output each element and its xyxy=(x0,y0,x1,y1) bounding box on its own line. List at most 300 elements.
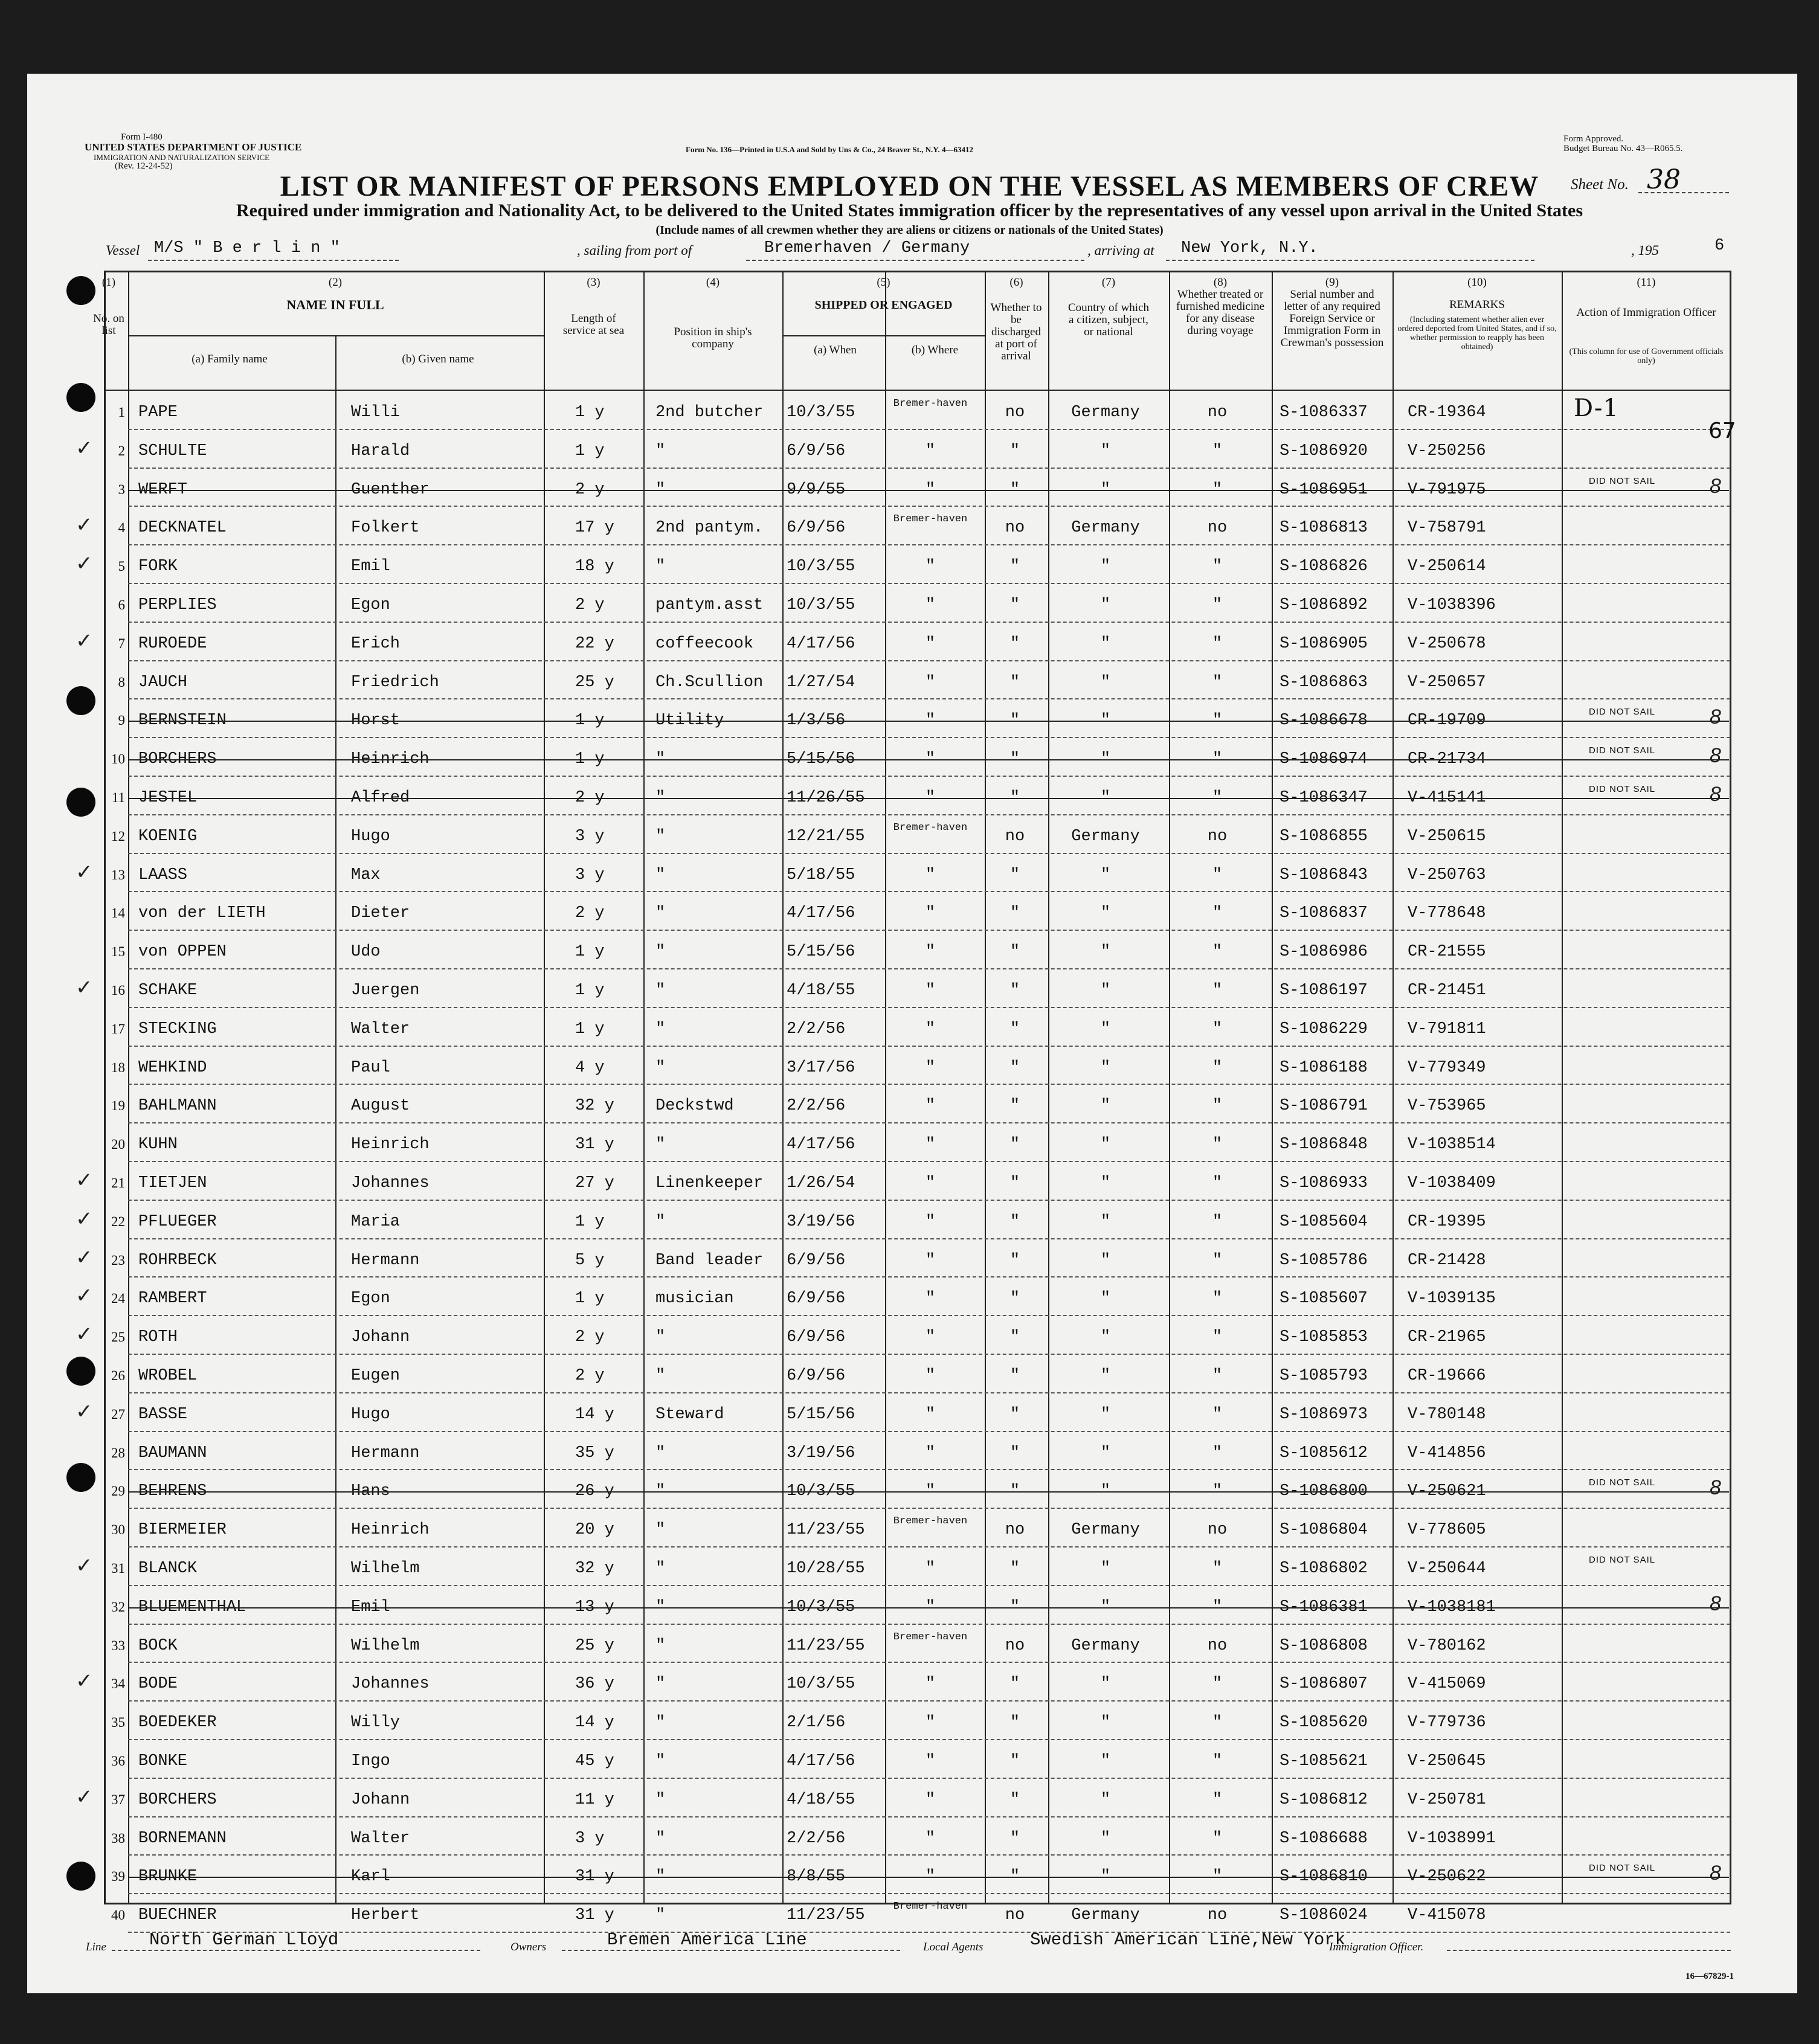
remark-number: V-250657 xyxy=(1408,673,1486,692)
citizenship: " xyxy=(1100,1714,1111,1732)
tally-mark: 8 xyxy=(1710,474,1721,498)
ship-position: " xyxy=(655,1058,666,1077)
citizenship: " xyxy=(1100,1020,1111,1038)
citizenship: " xyxy=(1100,789,1111,807)
shipped-place: " xyxy=(925,982,936,1000)
col5-number: (5) xyxy=(877,276,890,289)
port-from: Bremerhaven / Germany xyxy=(764,239,970,257)
serial-number: S-1086381 xyxy=(1280,1598,1368,1616)
shipped-date: 10/3/55 xyxy=(787,1598,855,1616)
row-separator xyxy=(128,776,1730,777)
citizenship: " xyxy=(1100,866,1111,884)
row-number: 7 xyxy=(118,635,125,651)
shipped-place: " xyxy=(925,1405,936,1424)
family-name: WERFT xyxy=(138,480,188,499)
given-name: Johann xyxy=(351,1790,410,1809)
medical-status: " xyxy=(1212,1174,1223,1192)
col9-number: (9) xyxy=(1325,276,1339,289)
column-divider xyxy=(1392,271,1394,1904)
citizenship: " xyxy=(1100,1444,1111,1462)
column-divider xyxy=(782,271,784,1904)
name-subdivider xyxy=(335,335,336,1904)
row-number: 33 xyxy=(111,1637,125,1653)
citizenship: " xyxy=(1100,1482,1111,1501)
shipped-place: " xyxy=(925,558,936,576)
citizenship: " xyxy=(1100,712,1111,730)
medical-status: no xyxy=(1207,827,1228,846)
col3-number: (3) xyxy=(587,276,600,289)
serial-number: S-1086863 xyxy=(1280,673,1368,692)
column-divider xyxy=(544,271,545,1904)
discharge-status: no xyxy=(1005,1906,1025,1925)
row-number: 35 xyxy=(111,1715,125,1731)
shipped-date: 10/3/55 xyxy=(787,1482,855,1501)
discharge-status: " xyxy=(1009,1367,1020,1385)
shipped-place: " xyxy=(925,1290,936,1308)
tally-mark: 8 xyxy=(1710,744,1721,768)
sheet-label: Sheet No. xyxy=(1571,176,1629,193)
service-length: 3 y xyxy=(575,827,605,846)
shipped-place: " xyxy=(925,1212,936,1231)
shipped-date: 6/9/56 xyxy=(787,1367,846,1385)
ship-position: Steward xyxy=(655,1405,724,1424)
row-number: 26 xyxy=(111,1368,125,1383)
medical-status: " xyxy=(1212,1251,1223,1270)
row-separator xyxy=(128,1508,1730,1509)
action-note: D-1 xyxy=(1574,394,1619,422)
ship-position: pantym.asst xyxy=(655,596,764,614)
remark-number: V-778648 xyxy=(1408,904,1486,923)
col6-header: Whether to be discharged at port of arrival xyxy=(990,301,1042,362)
check-mark: ✓ xyxy=(76,1323,93,1346)
discharge-status: " xyxy=(1009,1251,1020,1270)
given-name: Juergen xyxy=(351,982,420,1000)
row-number: 25 xyxy=(111,1329,125,1345)
ship-position: " xyxy=(655,1868,666,1886)
service-length: 22 y xyxy=(575,634,614,653)
remark-number: V-250614 xyxy=(1408,558,1486,576)
shipped-date: 2/2/56 xyxy=(787,1097,846,1116)
row-number: 14 xyxy=(111,905,125,921)
serial-number: S-1085786 xyxy=(1280,1251,1368,1270)
row-separator xyxy=(128,622,1730,623)
remark-number: CR-19709 xyxy=(1408,712,1486,730)
row-separator xyxy=(128,1662,1730,1663)
row-separator xyxy=(128,583,1730,584)
medical-status: " xyxy=(1212,1328,1223,1347)
row-number: 15 xyxy=(111,944,125,960)
given-name: Horst xyxy=(351,712,401,730)
row-number: 31 xyxy=(111,1561,125,1576)
serial-number: S-1086678 xyxy=(1280,712,1368,730)
service-length: 32 y xyxy=(575,1097,614,1116)
agents-label: Local Agents xyxy=(923,1941,984,1953)
given-name: Walter xyxy=(351,1020,410,1038)
remark-number: CR-21428 xyxy=(1408,1251,1486,1270)
given-name: Herbert xyxy=(351,1906,420,1925)
row-number: 36 xyxy=(111,1753,125,1769)
serial-number: S-1086810 xyxy=(1280,1868,1368,1886)
shipped-date: 12/21/55 xyxy=(787,827,865,846)
service-length: 31 y xyxy=(575,1868,614,1886)
row-number: 34 xyxy=(111,1676,125,1692)
citizenship: " xyxy=(1100,1829,1111,1848)
given-name: Dieter xyxy=(351,904,410,923)
form-approved: Form Approved. xyxy=(1563,134,1624,144)
citizenship: " xyxy=(1100,1136,1111,1154)
check-mark: ✓ xyxy=(76,1785,93,1808)
discharge-status: " xyxy=(1009,1290,1020,1308)
row-number: 13 xyxy=(111,867,125,882)
row-separator xyxy=(128,1816,1730,1817)
col4-number: (4) xyxy=(706,276,720,289)
shipped-date: 5/15/56 xyxy=(787,943,855,962)
col1-header: No. on list xyxy=(93,312,124,337)
check-mark: ✓ xyxy=(76,552,93,576)
col5b-header: (b) Where xyxy=(911,344,959,356)
citizenship: " xyxy=(1100,1328,1111,1347)
sheet-number: 38 xyxy=(1647,164,1681,195)
family-name: ROHRBECK xyxy=(138,1251,217,1270)
ship-position: " xyxy=(655,1482,666,1501)
shipped-date: 10/3/55 xyxy=(787,403,855,422)
row-number: 11 xyxy=(111,790,125,805)
side-note: 67 xyxy=(1708,419,1736,443)
service-length: 20 y xyxy=(575,1521,614,1540)
tally-mark: 8 xyxy=(1710,783,1721,806)
col5a-header: (a) When xyxy=(814,344,857,356)
discharge-status: " xyxy=(1009,634,1020,653)
shipped-date: 4/17/56 xyxy=(787,1136,855,1154)
remark-number: V-753965 xyxy=(1408,1097,1486,1116)
budget-bureau: Budget Bureau No. 43—R065.5. xyxy=(1563,144,1683,153)
ship-position: " xyxy=(655,1752,666,1770)
owners-underline xyxy=(562,1950,900,1951)
citizenship: " xyxy=(1100,1752,1111,1770)
row-strikethrough xyxy=(128,721,1729,722)
did-not-sail-stamp: DID NOT SAIL xyxy=(1589,745,1656,756)
serial-number: S-1085612 xyxy=(1280,1444,1368,1462)
check-mark: ✓ xyxy=(76,1207,93,1230)
row-number: 2 xyxy=(118,443,125,458)
family-name: JESTEL xyxy=(138,789,198,807)
family-name: BORCHERS xyxy=(138,1790,217,1809)
serial-number: S-1086974 xyxy=(1280,750,1368,769)
col8-number: (8) xyxy=(1213,276,1228,289)
serial-number: S-1086808 xyxy=(1280,1636,1368,1655)
row-separator xyxy=(128,968,1730,969)
given-name: Paul xyxy=(351,1058,390,1077)
given-name: Egon xyxy=(351,1290,390,1308)
header-bottom-rule xyxy=(104,390,1731,391)
row-separator xyxy=(128,1007,1730,1008)
row-separator xyxy=(128,1238,1730,1239)
discharge-status: " xyxy=(1009,904,1020,923)
remark-number: V-1038396 xyxy=(1408,596,1496,614)
shipped-place: " xyxy=(925,442,936,460)
row-number: 12 xyxy=(111,828,125,844)
remark-number: V-250781 xyxy=(1408,1790,1486,1809)
port-to: New York, N.Y. xyxy=(1181,239,1318,257)
shipped-place: " xyxy=(925,1020,936,1038)
serial-number: S-1086347 xyxy=(1280,789,1368,807)
given-name: Erich xyxy=(351,634,401,653)
citizenship: Germany xyxy=(1071,1521,1140,1540)
family-name: von OPPEN xyxy=(138,943,227,962)
family-name: von der LIETH xyxy=(138,904,266,923)
family-name: BLUEMENTHAL xyxy=(138,1598,246,1616)
given-name: Udo xyxy=(351,943,381,962)
remark-number: CR-19364 xyxy=(1408,403,1486,422)
shipped-place: " xyxy=(925,1174,936,1192)
ship-position: " xyxy=(655,1829,666,1848)
ship-position: " xyxy=(655,1636,666,1655)
vessel-label: Vessel xyxy=(106,243,140,258)
given-name: Wilhelm xyxy=(351,1636,420,1655)
citizenship: " xyxy=(1100,1598,1111,1616)
citizenship: " xyxy=(1100,1212,1111,1231)
serial-number: S-1086791 xyxy=(1280,1097,1368,1116)
discharge-status: " xyxy=(1009,789,1020,807)
line-label: Line xyxy=(86,1941,106,1953)
family-name: BERNSTEIN xyxy=(138,712,227,730)
ship-position: " xyxy=(655,1675,666,1694)
remark-number: V-1038991 xyxy=(1408,1829,1496,1848)
check-mark: ✓ xyxy=(76,1245,93,1269)
row-separator xyxy=(128,468,1730,469)
ship-position: " xyxy=(655,1444,666,1462)
row-number: 30 xyxy=(111,1522,125,1538)
citizenship: Germany xyxy=(1071,519,1140,538)
footer-code: 16—67829-1 xyxy=(1685,1972,1734,1981)
ship-position: " xyxy=(655,1328,666,1347)
remark-number: V-415141 xyxy=(1408,789,1486,807)
header-divider xyxy=(782,335,985,336)
family-name: BAUMANN xyxy=(138,1444,207,1462)
shipped-date: 1/26/54 xyxy=(787,1174,855,1192)
row-separator xyxy=(128,1546,1730,1547)
col7-number: (7) xyxy=(1101,276,1116,289)
agents-value: Swedish American Line,New York xyxy=(1030,1930,1346,1950)
given-name: Johannes xyxy=(351,1174,430,1192)
discharge-status: " xyxy=(1009,1174,1020,1192)
medical-status: " xyxy=(1212,1290,1223,1308)
serial-number: S-1086905 xyxy=(1280,634,1368,653)
ship-position: " xyxy=(655,1790,666,1809)
col8-header: Whether treated or furnished medicine for any disease during voyage xyxy=(1176,288,1265,337)
check-mark: ✓ xyxy=(76,1284,93,1308)
shipped-date: 3/19/56 xyxy=(787,1212,855,1231)
remark-number: CR-19395 xyxy=(1408,1212,1486,1231)
remark-number: V-250615 xyxy=(1408,827,1486,846)
serial-number: S-1086933 xyxy=(1280,1174,1368,1192)
tally-mark: 8 xyxy=(1710,1476,1721,1500)
citizenship: Germany xyxy=(1071,1636,1140,1655)
ship-position: " xyxy=(655,789,666,807)
remark-number: V-1038409 xyxy=(1408,1174,1496,1192)
shipped-date: 1/3/56 xyxy=(787,712,846,730)
serial-number: S-1086843 xyxy=(1280,866,1368,884)
remark-number: V-415069 xyxy=(1408,1675,1486,1694)
given-name: Friedrich xyxy=(351,673,439,692)
row-number: 29 xyxy=(111,1483,125,1499)
row-separator xyxy=(128,737,1730,738)
remark-number: CR-21451 xyxy=(1408,982,1486,1000)
shipped-date: 4/18/55 xyxy=(787,1790,855,1809)
column-divider xyxy=(1169,271,1170,1904)
given-name: Hugo xyxy=(351,827,390,846)
citizenship: " xyxy=(1100,1675,1111,1694)
family-name: KUHN xyxy=(138,1136,178,1154)
ship-position: " xyxy=(655,1020,666,1038)
remark-number: V-791975 xyxy=(1408,480,1486,499)
service-length: 3 y xyxy=(575,866,605,884)
remark-number: V-250645 xyxy=(1408,1752,1486,1770)
shipped-place: " xyxy=(925,480,936,499)
shipped-place: Bremer-haven xyxy=(893,1515,968,1528)
family-name: BORNEMANN xyxy=(138,1829,227,1848)
citizenship: " xyxy=(1100,1560,1111,1578)
row-number: 18 xyxy=(111,1059,125,1075)
family-name: BEHRENS xyxy=(138,1482,207,1501)
service-length: 1 y xyxy=(575,1290,605,1308)
column-divider xyxy=(1048,271,1049,1904)
medical-status: no xyxy=(1207,1521,1228,1540)
discharge-status: " xyxy=(1009,750,1020,769)
row-separator xyxy=(128,506,1730,507)
given-name: August xyxy=(351,1097,410,1116)
shipped-date: 10/3/55 xyxy=(787,1675,855,1694)
col6-number: (6) xyxy=(1009,276,1023,289)
discharge-status: " xyxy=(1009,1868,1020,1886)
shipped-place: " xyxy=(925,1598,936,1616)
row-separator xyxy=(128,544,1730,545)
row-separator xyxy=(128,1122,1730,1123)
serial-number: S-1086920 xyxy=(1280,442,1368,460)
discharge-status: " xyxy=(1009,866,1020,884)
ship-position: musician xyxy=(655,1290,734,1308)
given-name: Hugo xyxy=(351,1405,390,1424)
citizenship: " xyxy=(1100,943,1111,962)
medical-status: no xyxy=(1207,403,1228,422)
service-length: 36 y xyxy=(575,1675,614,1694)
did-not-sail-stamp: DID NOT SAIL xyxy=(1589,1477,1656,1488)
ship-position: Deckstwd xyxy=(655,1097,734,1116)
row-strikethrough xyxy=(128,759,1729,760)
discharge-status: " xyxy=(1009,480,1020,499)
check-mark: ✓ xyxy=(76,513,93,537)
shipped-date: 11/26/55 xyxy=(787,789,865,807)
check-mark: ✓ xyxy=(76,1670,93,1693)
remark-number: V-414856 xyxy=(1408,1444,1486,1462)
serial-number: S-1086804 xyxy=(1280,1521,1368,1540)
ship-position: " xyxy=(655,1714,666,1732)
check-mark: ✓ xyxy=(76,1169,93,1192)
discharge-status: " xyxy=(1009,1405,1020,1424)
ship-position: " xyxy=(655,1598,666,1616)
ship-position: " xyxy=(655,442,666,460)
discharge-status: " xyxy=(1009,442,1020,460)
shipped-date: 10/28/55 xyxy=(787,1560,865,1578)
row-strikethrough xyxy=(128,490,1729,491)
discharge-status: " xyxy=(1009,943,1020,962)
col1-number: (1) xyxy=(101,276,116,289)
service-length: 1 y xyxy=(575,442,605,460)
shipped-place: " xyxy=(925,1752,936,1770)
row-number: 20 xyxy=(111,1137,125,1152)
serial-number: S-1086337 xyxy=(1280,403,1368,422)
did-not-sail-stamp: DID NOT SAIL xyxy=(1589,1863,1656,1874)
ship-position: coffeecook xyxy=(655,634,754,653)
row-separator xyxy=(128,891,1730,892)
discharge-status: " xyxy=(1009,712,1020,730)
punch-hole xyxy=(66,276,95,305)
discharge-status: no xyxy=(1005,403,1025,422)
row-number: 3 xyxy=(118,481,125,497)
col11-header: Action of Immigration Officer xyxy=(1576,306,1716,319)
service-length: 32 y xyxy=(575,1560,614,1578)
medical-status: no xyxy=(1207,1636,1228,1655)
citizenship: " xyxy=(1100,904,1111,923)
ship-position: " xyxy=(655,943,666,962)
remark-number: V-779736 xyxy=(1408,1714,1486,1732)
service-length: 31 y xyxy=(575,1906,614,1925)
discharge-status: " xyxy=(1009,1790,1020,1809)
citizenship: " xyxy=(1100,1868,1111,1886)
family-name: WEHKIND xyxy=(138,1058,207,1077)
owners-value: Bremen America Line xyxy=(607,1930,807,1950)
given-name: Wilhelm xyxy=(351,1560,420,1578)
ship-position: Band leader xyxy=(655,1251,764,1270)
shipped-place: Bremer-haven xyxy=(893,821,968,834)
given-name: Karl xyxy=(351,1868,390,1886)
shipped-place: " xyxy=(925,1328,936,1347)
discharge-status: " xyxy=(1009,1020,1020,1038)
row-number: 28 xyxy=(111,1445,125,1461)
service-length: 17 y xyxy=(575,519,614,538)
service-length: 14 y xyxy=(575,1714,614,1732)
tally-mark: 8 xyxy=(1710,1862,1721,1885)
row-separator xyxy=(128,1585,1730,1586)
serial-number: S-1086800 xyxy=(1280,1482,1368,1501)
discharge-status: " xyxy=(1009,1058,1020,1077)
shipped-date: 2/2/56 xyxy=(787,1829,846,1848)
shipped-date: 4/18/55 xyxy=(787,982,855,1000)
shipped-date: 11/23/55 xyxy=(787,1521,865,1540)
service-length: 3 y xyxy=(575,1829,605,1848)
family-name: BOCK xyxy=(138,1636,178,1655)
check-mark: ✓ xyxy=(76,1554,93,1577)
serial-number: S-1085853 xyxy=(1280,1328,1368,1347)
row-separator xyxy=(128,1200,1730,1201)
shipped-date: 1/27/54 xyxy=(787,673,855,692)
col10-number: (10) xyxy=(1467,276,1487,289)
row-separator xyxy=(128,1315,1730,1316)
year-digit: 6 xyxy=(1714,237,1725,255)
shipped-place: " xyxy=(925,1829,936,1848)
serial-number: S-1086973 xyxy=(1280,1405,1368,1424)
row-number: 24 xyxy=(111,1291,125,1306)
remark-number: V-250622 xyxy=(1408,1868,1486,1886)
shipped-date: 3/19/56 xyxy=(787,1444,855,1462)
shipped-place: " xyxy=(925,750,936,769)
col10-header: REMARKS xyxy=(1449,298,1505,311)
discharge-status: " xyxy=(1009,1444,1020,1462)
family-name: BOEDEKER xyxy=(138,1714,217,1732)
given-name: Walter xyxy=(351,1829,410,1848)
remark-number: V-250621 xyxy=(1408,1482,1486,1501)
remark-number: V-780148 xyxy=(1408,1405,1486,1424)
